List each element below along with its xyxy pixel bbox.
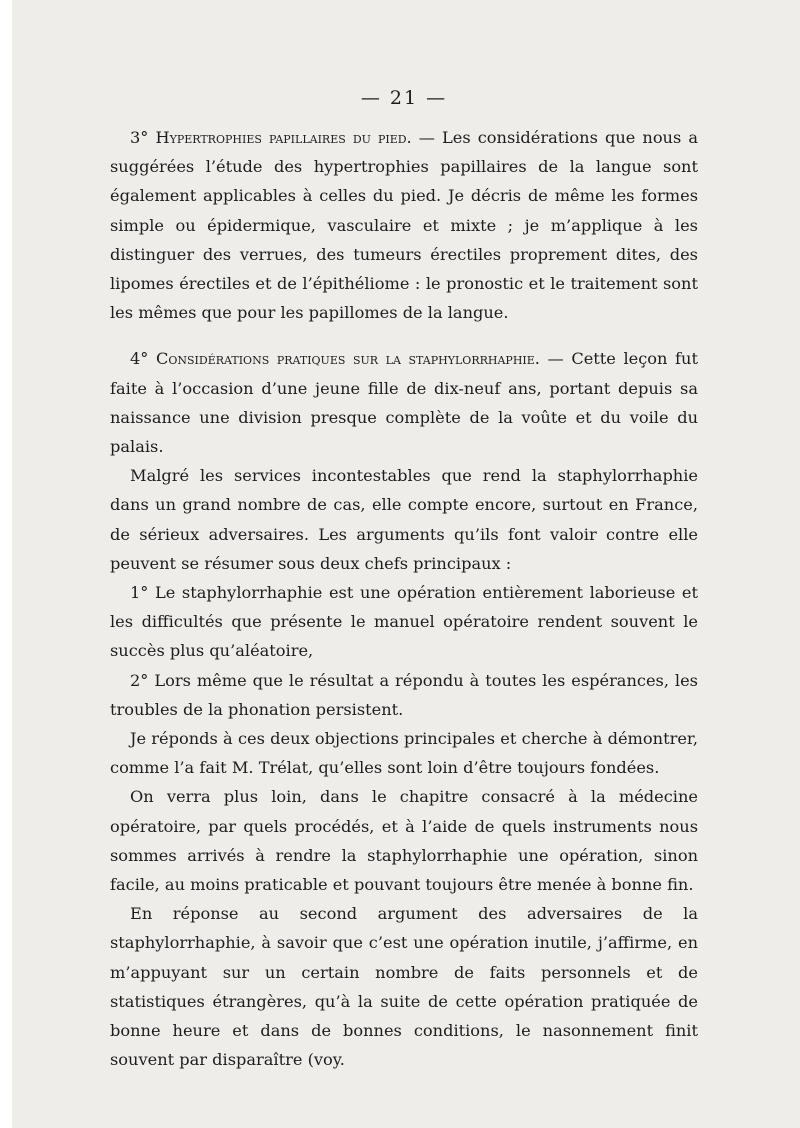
section-3-body: — Les considérations que nous a suggérées l’étude des hypertrophies papillaires de la langue sont également applicables à celles du pied. Je décris de même les formes simple ou épidermique, vasculaire et mixte ; je m’applique à les distinguer des verrues, des tumeurs érectiles proprement dites, des lipomes érectiles et de l’épithéliome : le pronostic et le traitement sont les mêmes que pour les papillomes de la langue. [110,128,698,323]
paragraph-argument-2: 2° Lors même que le résultat a répondu à toutes les espérances, les troubles de la phonation persistent. [110,670,698,719]
section-3-heading: 3° Hypertrophies papillaires du pied. [130,128,412,147]
paragraph-procedures: On verra plus loin, dans le chapitre consacré à la médecine opératoire, par quels procédés, et à l’aide de quels instruments nous sommes arrivés à rendre la staphylorrhaphie une opération, sinon facile, au moins praticable et pouvant toujours être menée à bonne fin. [110,787,698,895]
section-4-paragraph [110,344,698,461]
scan-margin [0,0,12,1128]
page-text [110,85,698,1075]
paragraph-arguments: Malgré les services incontestables que rend la staphylorrhaphie dans un grand nombre de cas, elle compte encore, surtout en France, de sérieux adversaires. Les arguments qu’ils font valoir contre elle peuvent se résumer sous deux chefs principaux : [110,466,698,573]
paragraph-response: Je réponds à ces deux objections principales et cherche à démontrer, comme l’a fait M. Trélat, qu’elles sont loin d’être toujours fondées. [110,729,698,778]
section-3-paragraph [110,123,698,327]
section-4-heading: 4° Considérations pratiques sur la staphylorrhaphie. [130,349,540,369]
paragraph-argument-1: 1° Le staphylorrhaphie est une opération entièrement laborieuse et les difficultés que présente le manuel opératoire rendent souvent le succès plus qu’aléatoire, [110,583,698,661]
paragraph-second-argument: En réponse au second argument des adversaires de la staphylorrhaphie, à savoir que c’est une opération inutile, j’affirme, en m’appuyant sur un certain nombre de faits personnels et de statistiques étrangères, qu’à la suite de cette opération pratiquée de bonne heure et dans de bonnes conditions, le nasonnement finit souvent par disparaître (voy. [110,904,698,1070]
section-4-body: — Cette leçon fut faite à l’occasion d’une jeune fille de dix-neuf ans, portant depuis sa naissance une division presque complète de la voûte et du voile du palais. [110,349,698,457]
page-number: — 21 — [360,87,448,109]
